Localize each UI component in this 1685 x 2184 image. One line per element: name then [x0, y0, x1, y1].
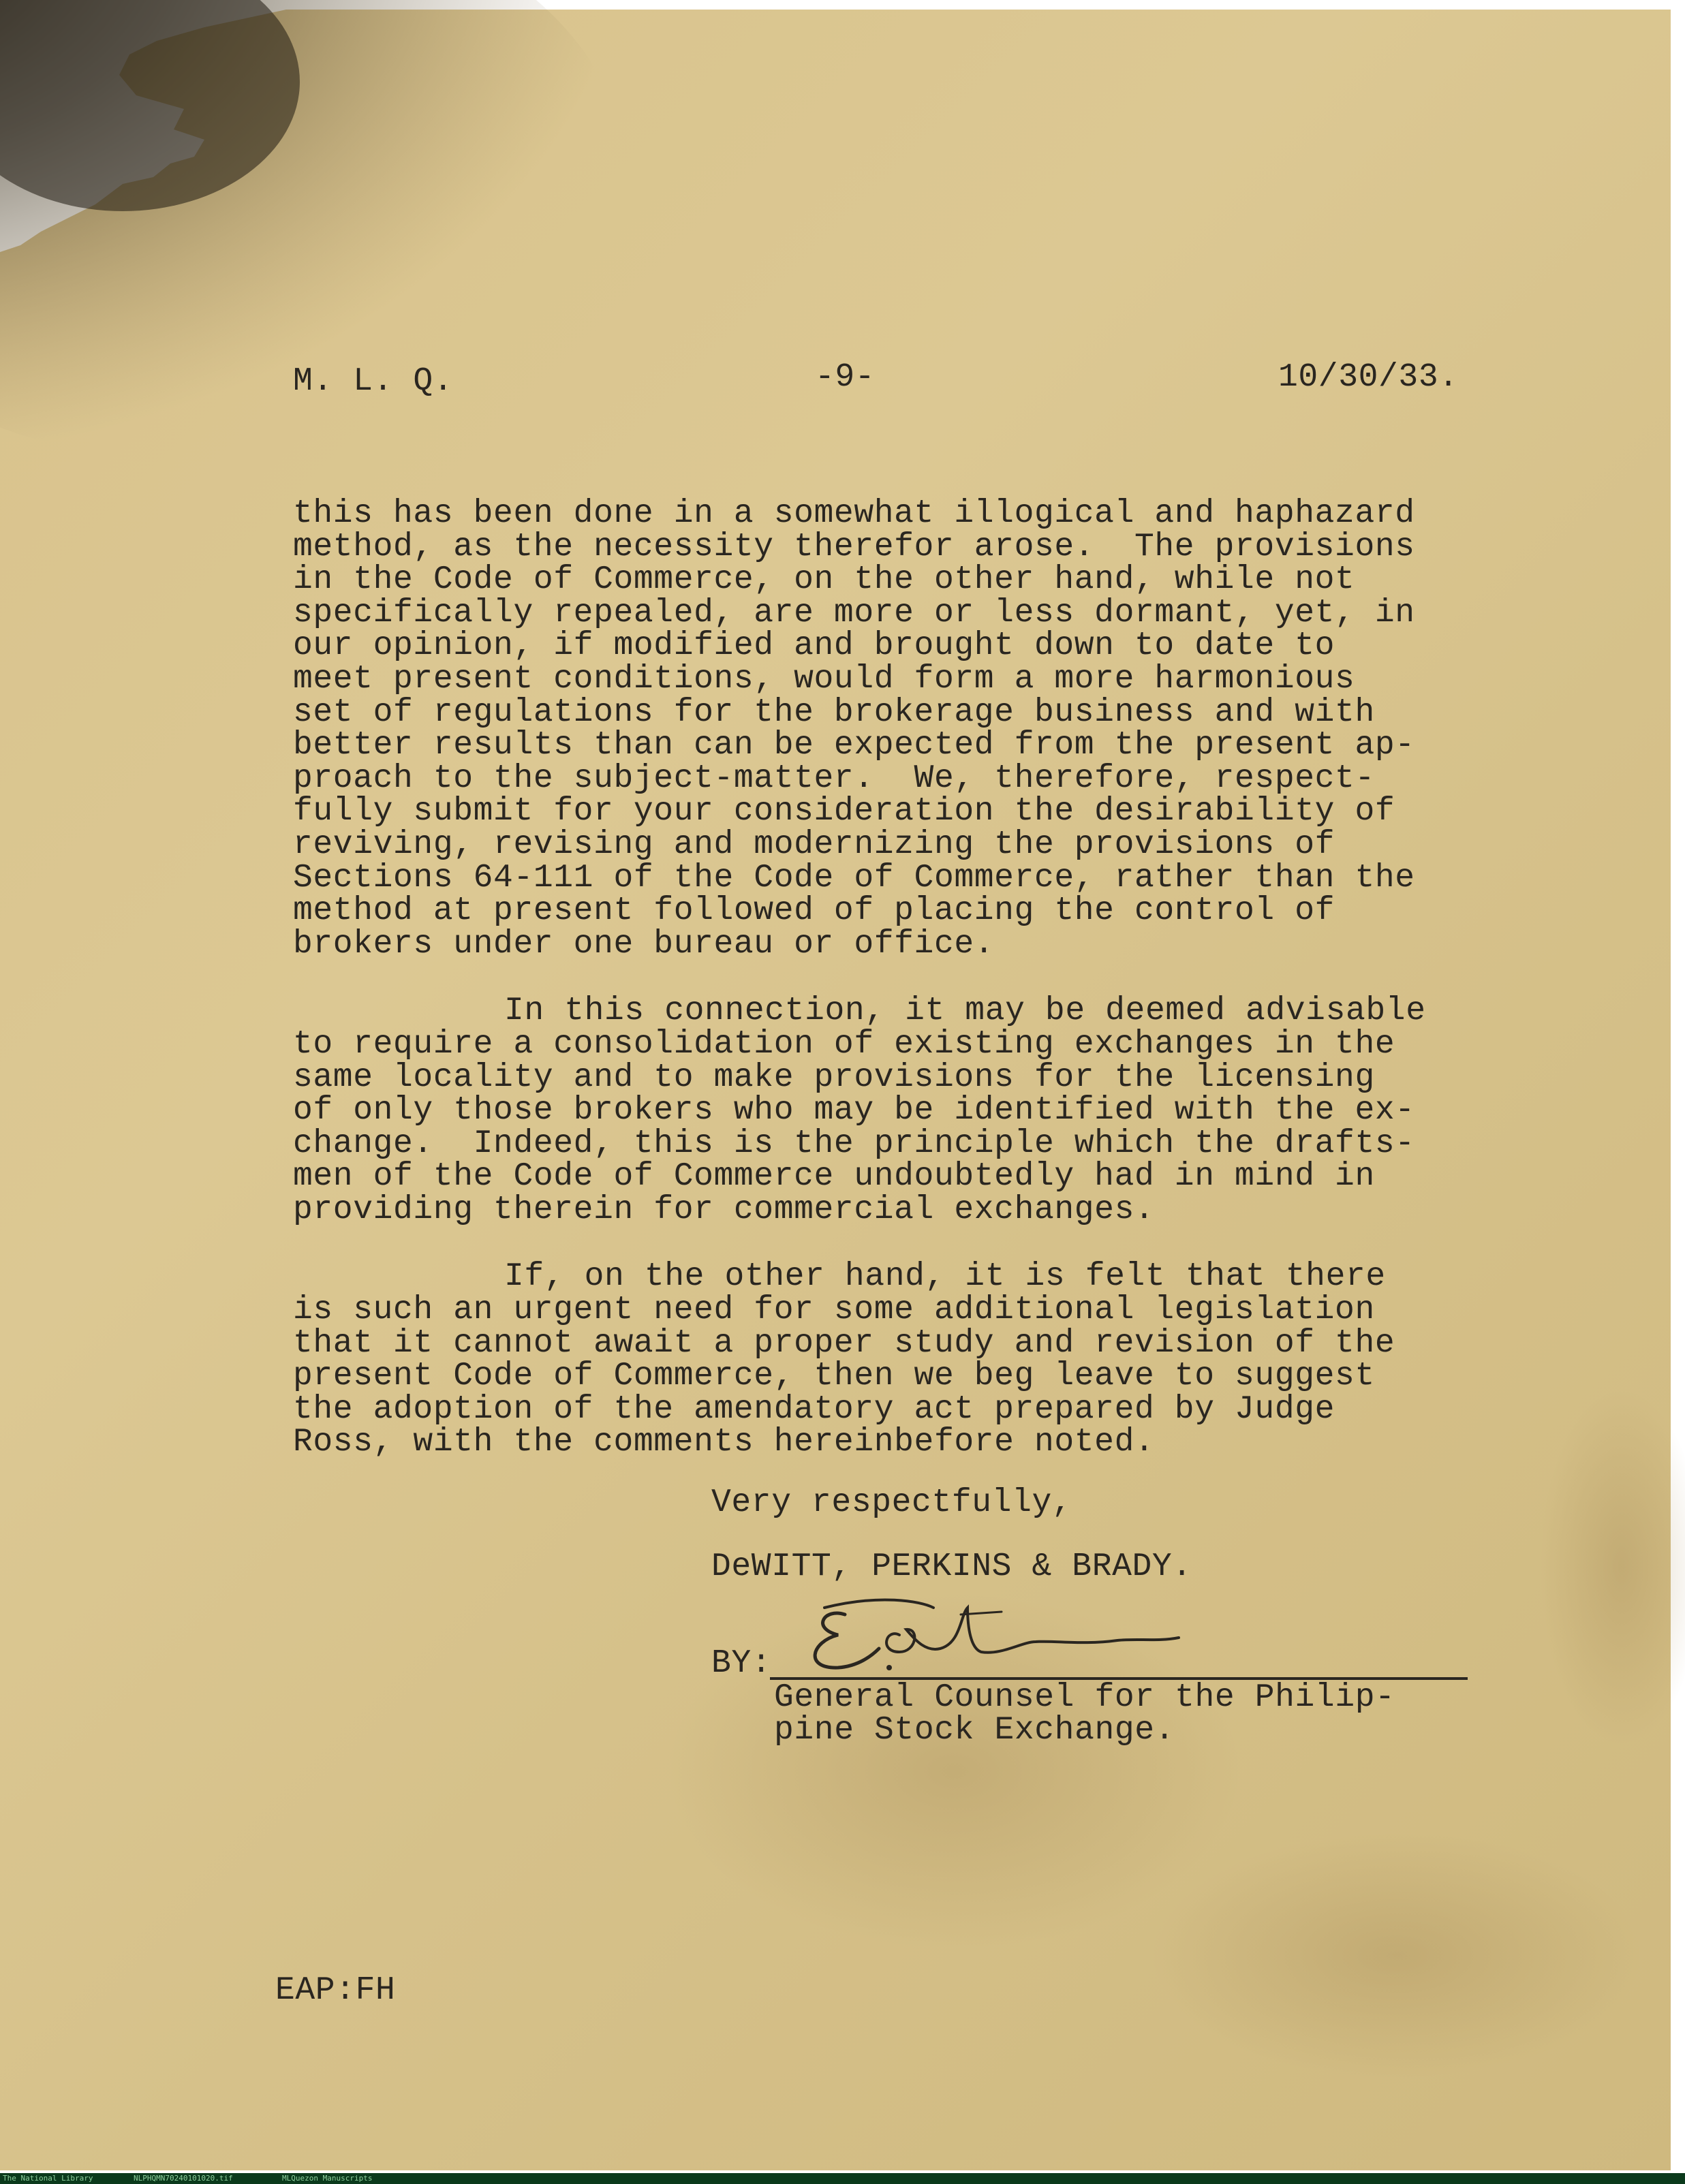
body-line: brokers under one bureau or office.: [293, 925, 995, 963]
body-line: fully submit for your consideration the desirability of: [293, 793, 1395, 830]
body-line: men of the Code of Commerce undoubtedly had in mind in: [293, 1158, 1375, 1196]
body-line: better results than can be expected from the present ap-: [293, 727, 1415, 764]
letter-date: 10/30/33.: [1278, 359, 1459, 396]
paragraph-3: [293, 1260, 1426, 1459]
paragraph-1: [293, 497, 1426, 961]
letter-body: [293, 497, 1426, 1459]
signatory-title-line-1: General Counsel for the Philip-: [774, 1679, 1395, 1716]
closing-salutation: Very respectfully,: [711, 1484, 1072, 1521]
body-line: present Code of Commerce, then we beg leave to suggest: [293, 1358, 1375, 1395]
footer-file-name: NLPHQMN70240101020.tif: [134, 2174, 233, 2183]
body-line: set of regulations for the brokerage business and with: [293, 693, 1375, 731]
body-line: our opinion, if modified and brought down to date to: [293, 627, 1335, 665]
typist-initials: EAP:FH: [275, 1972, 396, 2009]
body-line: same locality and to make provisions for the licensing: [293, 1059, 1375, 1096]
body-line: is such an urgent need for some additional legislation: [293, 1292, 1375, 1329]
handwritten-signature: [797, 1587, 1206, 1683]
body-line: this has been done in a somewhat illogical and haphazard: [293, 495, 1415, 532]
body-line: providing therein for commercial exchanges.: [293, 1191, 1155, 1228]
body-line: the adoption of the amendatory act prepared by Judge: [293, 1390, 1335, 1428]
body-line: In this connection, it may be deemed advisable: [504, 993, 1426, 1030]
body-line: in the Code of Commerce, on the other hand, while not: [293, 561, 1355, 599]
body-line: method at present followed of placing the control of: [293, 892, 1335, 930]
body-line: of only those brokers who may be identified with the ex-: [293, 1092, 1415, 1129]
body-line: proach to the subject-matter. We, therefore, respect-: [293, 760, 1375, 797]
body-line: that it cannot await a proper study and revision of the: [293, 1324, 1395, 1362]
body-line: to require a consolidation of existing exchanges in the: [293, 1025, 1395, 1063]
body-line: change. Indeed, this is the principle which the drafts-: [293, 1125, 1415, 1162]
body-line: If, on the other hand, it is felt that there: [504, 1258, 1386, 1296]
body-line: method, as the necessity therefor arose. The provisions: [293, 528, 1415, 565]
body-line: meet present conditions, would form a more harmonious: [293, 660, 1355, 698]
header-addressee-initials: M. L. Q.: [293, 363, 454, 400]
archive-footer-bar: [0, 2173, 1685, 2184]
page-number: -9-: [815, 359, 876, 396]
by-label: BY:: [711, 1645, 772, 1682]
law-firm-name: DeWITT, PERKINS & BRADY.: [711, 1548, 1192, 1585]
paragraph-2: [293, 995, 1426, 1226]
body-line: reviving, revising and modernizing the provisions of: [293, 826, 1335, 863]
paragraph-spacer: [293, 1226, 1426, 1260]
footer-collection-name: MLQuezon Manuscripts: [282, 2174, 373, 2183]
body-line: Ross, with the comments hereinbefore noted.: [293, 1424, 1155, 1461]
body-line: specifically repealed, are more or less dormant, yet, in: [293, 594, 1415, 631]
footer-library-name: The National Library: [3, 2174, 93, 2183]
paragraph-spacer: [293, 961, 1426, 995]
signatory-title-line-2: pine Stock Exchange.: [774, 1712, 1175, 1749]
body-line: Sections 64-111 of the Code of Commerce, rather than the: [293, 859, 1415, 896]
